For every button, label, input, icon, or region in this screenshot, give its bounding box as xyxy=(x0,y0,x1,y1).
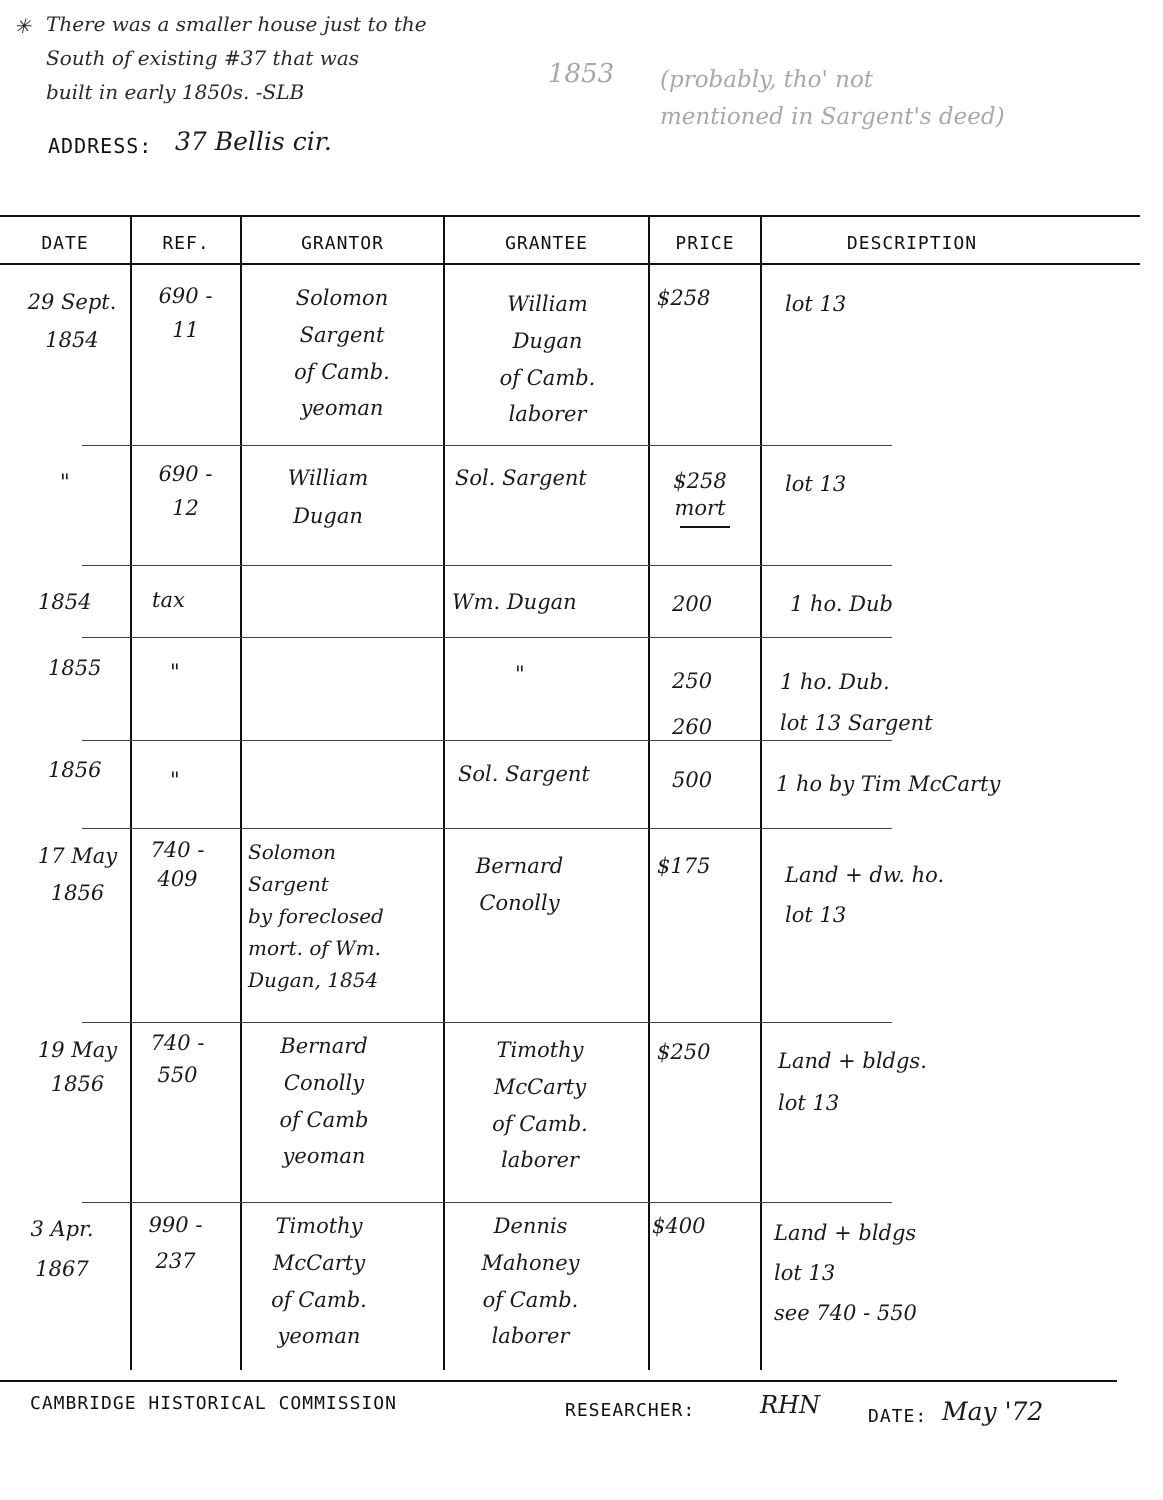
date-label: DATE: xyxy=(868,1406,928,1427)
ref-cell: 690 - 11 xyxy=(158,284,213,342)
column-header-ref: REF. xyxy=(162,232,210,254)
date-cell: 19 May 1856 xyxy=(37,1038,118,1096)
footer-org: CAMBRIDGE HISTORICAL COMMISSION xyxy=(30,1393,397,1414)
faint-note-text: (probably, tho' not mentioned in Sargent's deed) xyxy=(660,67,1005,130)
column-header-price: PRICE xyxy=(675,232,735,254)
price-cell: $400 xyxy=(652,1214,706,1238)
column-header-date: DATE xyxy=(41,232,89,254)
grantee-cell: Sol. Sargent xyxy=(455,466,587,490)
researcher-value: RHN xyxy=(760,1391,820,1419)
description-cell: Land + bldgs lot 13 see 740 - 550 xyxy=(774,1221,917,1325)
price-cell: 200 xyxy=(672,592,713,616)
description-cell: Land + bldgs. lot 13 xyxy=(778,1049,927,1115)
grantee-cell: Dennis Mahoney of Camb. laborer xyxy=(481,1214,580,1349)
grantor-cell: Solomon Sargent by foreclosed mort. of Wm. Dugan, 1854 xyxy=(248,840,384,992)
grantor-cell: Solomon Sargent of Camb. yeoman xyxy=(294,286,390,421)
grantor-cell: William Dugan xyxy=(287,466,369,528)
date-cell: 1855 xyxy=(48,656,102,680)
address-value: 37 Bellis cir. xyxy=(175,127,332,156)
grantee-cell: Timothy McCarty of Camb. laborer xyxy=(492,1038,588,1173)
description-cell: Land + dw. ho. lot 13 xyxy=(785,863,945,927)
price-cell: $175 xyxy=(657,854,711,878)
note-line: There was a smaller house just to the xyxy=(46,12,427,36)
note-line: South of existing #37 that was xyxy=(46,46,360,70)
grantee-cell: William Dugan of Camb. laborer xyxy=(499,292,596,427)
column-header-grantor: GRANTOR xyxy=(301,232,384,254)
address-label: ADDRESS: xyxy=(48,134,153,158)
date-cell: 3 Apr. 1867 xyxy=(30,1217,94,1281)
ref-cell: 990 - 237 xyxy=(148,1213,203,1273)
description-cell: lot 13 xyxy=(785,292,847,316)
grantor-cell: Timothy McCarty of Camb. yeoman xyxy=(271,1214,367,1349)
price-cell: $258 xyxy=(657,286,711,310)
price-cell: $258 mort xyxy=(673,469,727,521)
description-cell: 1 ho by Tim McCarty xyxy=(776,772,1001,796)
ref-cell: 740 - 550 xyxy=(150,1031,205,1087)
price-cell: 250 260 xyxy=(672,669,713,740)
grantee-cell: Sol. Sargent xyxy=(458,762,590,786)
ref-cell: 690 - 12 xyxy=(158,462,213,520)
ref-cell: " xyxy=(170,768,180,792)
underline xyxy=(680,526,730,528)
grantee-cell: Bernard Conolly xyxy=(475,854,564,915)
description-cell: 1 ho. Dub. lot 13 Sargent xyxy=(780,670,933,735)
grantor-cell: Bernard Conolly of Camb yeoman xyxy=(279,1034,369,1169)
date-cell: 1856 xyxy=(48,758,102,782)
ref-cell: tax xyxy=(152,588,185,612)
date-cell: 1854 xyxy=(38,590,92,614)
column-header-description: DESCRIPTION xyxy=(846,232,978,254)
note-line: built in early 1850s. -SLB xyxy=(46,80,305,104)
grantee-cell: Wm. Dugan xyxy=(452,590,577,614)
date-cell: 17 May 1856 xyxy=(37,844,118,905)
researcher-label: RESEARCHER: xyxy=(565,1400,696,1421)
description-cell: lot 13 xyxy=(785,472,847,496)
date-cell: 29 Sept. 1854 xyxy=(27,290,117,352)
asterisk-icon: ✳ xyxy=(14,14,31,38)
ref-cell: 740 - 409 xyxy=(150,838,205,892)
price-cell: 500 xyxy=(672,768,713,792)
column-header-grantee: GRANTEE xyxy=(505,232,588,254)
faint-note-year: 1853 xyxy=(548,59,615,89)
grantee-cell: " xyxy=(515,662,525,686)
price-cell: $250 xyxy=(657,1040,711,1064)
date-value: May '72 xyxy=(942,1397,1044,1426)
date-cell: " xyxy=(60,470,70,494)
ref-cell: " xyxy=(170,660,180,684)
description-cell: 1 ho. Dub xyxy=(790,592,893,616)
